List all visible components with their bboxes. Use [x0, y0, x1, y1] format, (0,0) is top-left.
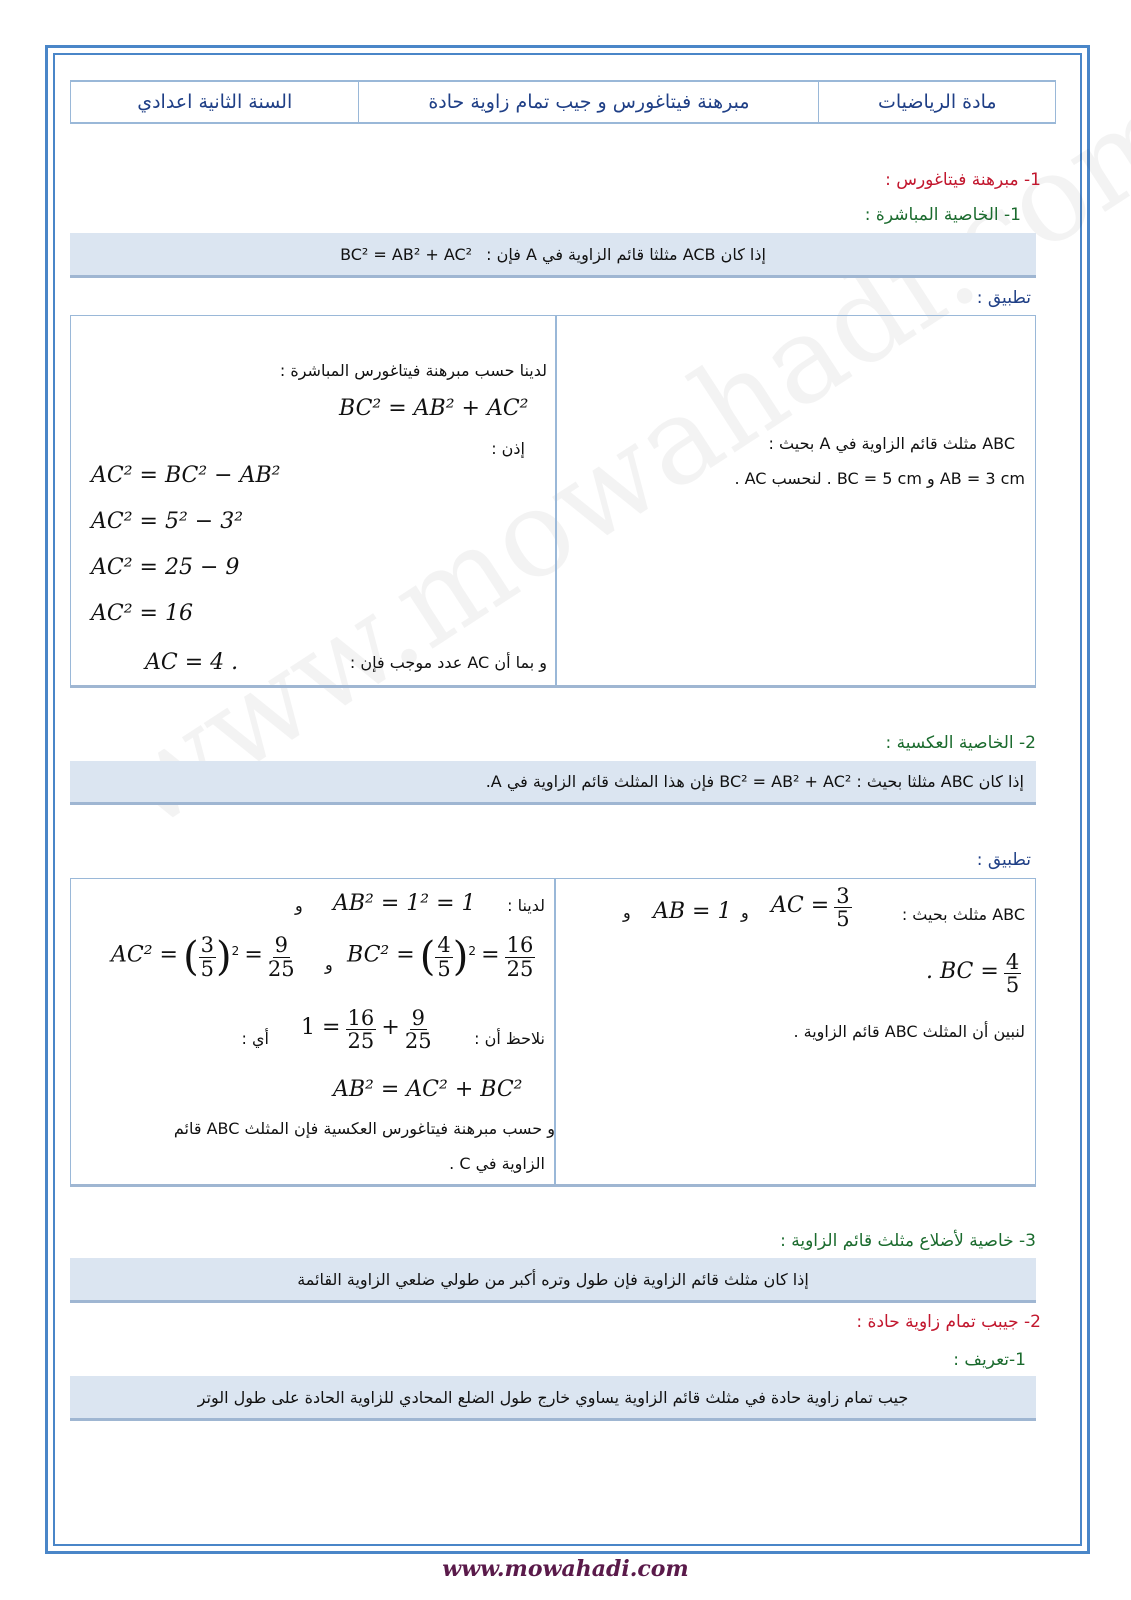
app2-conclusion2: الزاوية في C .: [449, 1154, 545, 1173]
app2-and: و: [295, 896, 303, 915]
app2-note: نلاحظ أن :: [474, 1029, 545, 1048]
definition-text: جيب تمام زاوية حادة في مثلث قائم الزاوية يساوي خارج طول الضلع المحادي للزاوية الحادة على طول الوتر: [197, 1387, 909, 1407]
fraction: $\frac{4}{5}$: [1005, 950, 1020, 998]
app2-ac-eq: AC² = ( $\frac{3}{5}$ )$^2$ = $\frac{9}{25}$: [111, 933, 295, 981]
table-divider: [555, 316, 557, 685]
app1-eq1: BC² = AB² + AC²: [339, 396, 529, 421]
app1-eq5: AC² = 16: [91, 601, 193, 626]
converse-property-text: إذا كان ABC مثلثا بحيث : BC² = AB² + AC² فإن هذا المثلث قائم الزاوية في A.: [485, 772, 1024, 791]
app1-question-line1: ABC مثلث قائم الزاوية في A بحيث :: [768, 434, 1015, 453]
app1-eq4: AC² = 25 − 9: [91, 555, 240, 580]
direct-property-title: 1- الخاصية المباشرة :: [864, 205, 1021, 225]
hypotenuse-property-box: [70, 1258, 1036, 1303]
app1-answer-intro: لدينا حسب مبرهنة فيتاغورس المباشرة :: [279, 361, 547, 380]
app2-question-bc: . BC = $\frac{4}{5}$: [926, 950, 1020, 998]
app2-bc-eq: BC² = ( $\frac{4}{5}$ )$^2$ = $\frac{16}{25}$: [347, 933, 534, 981]
app2-question-given: ABC مثلث بحيث :: [901, 905, 1025, 924]
converse-property-box: [70, 761, 1036, 805]
app1-question-line2: AB = 3 cm و BC = 5 cm . لنحسب AC .: [734, 469, 1025, 488]
app2-have: لدينا :: [507, 896, 545, 915]
app2-pythag-eq: AB² = AC² + BC²: [333, 1077, 523, 1102]
converse-property-title: 2- الخاصية العكسية :: [885, 733, 1036, 753]
app2-and2: و: [325, 955, 333, 974]
app2-goal: لنبين أن المثلث ABC قائم الزاوية .: [793, 1022, 1025, 1041]
app1-eq3: AC² = 5² − 3²: [91, 509, 244, 534]
hypotenuse-property-title: 3- خاصية لأضلاع مثلث قائم الزاوية :: [780, 1231, 1036, 1251]
fraction: $\frac{4}{5}$: [437, 933, 451, 981]
application2-table: [70, 878, 1036, 1187]
fraction: $\frac{3}{5}$: [200, 933, 215, 981]
section2-title: 2- جيبب تمام زاوية حادة :: [856, 1312, 1041, 1332]
hypotenuse-property-text: إذا كان مثلث قائم الزاوية فإن طول وتره أكبر من طولي ضلعي الزاوية القائمة: [297, 1269, 809, 1289]
definition-title: 1-تعريف :: [953, 1350, 1026, 1370]
application1-table: [70, 315, 1036, 688]
table-divider: [554, 879, 556, 1184]
app2-question-and: و: [741, 903, 749, 922]
app2-sum: 1 = $\frac{16}{25}$ + $\frac{9}{25}$: [301, 1006, 432, 1054]
footer-website: www.mowahadi.com: [442, 1556, 689, 1582]
app1-eq2: AC² = BC² − AB²: [91, 463, 281, 488]
app1-conclusion-math: AC = 4 .: [145, 650, 239, 675]
section1-title: 1- مبرهنة فيتاغورس :: [885, 170, 1041, 190]
fraction: $\frac{3}{5}$: [836, 884, 850, 932]
fraction: $\frac{16}{25}$: [347, 1006, 375, 1054]
definition-box: [70, 1376, 1036, 1421]
app2-ab-eq: AB² = 1² = 1: [333, 891, 476, 916]
app2-question-ac: AC = $\frac{3}{5}$: [771, 884, 850, 932]
app2-conclusion1: و حسب مبرهنة فيتاغورس العكسية فإن المثلث ABC قائم: [173, 1119, 555, 1138]
application1-label: تطبيق :: [976, 288, 1031, 308]
fraction: $\frac{9}{25}$: [404, 1006, 432, 1054]
fraction: $\frac{9}{25}$: [267, 933, 295, 981]
subject-cell: مادة الرياضيات: [818, 82, 1055, 122]
app1-then: إذن :: [491, 439, 525, 458]
app1-conclusion-text: و بما أن AC عدد موجب فإن :: [349, 653, 547, 672]
app2-ie: أي :: [241, 1029, 269, 1048]
app2-question-and2: و: [623, 903, 631, 922]
direct-property-formula: BC² = AB² + AC²: [340, 244, 473, 264]
direct-property-text: إذا كان ACB مثلثا قائم الزاوية في A فإن :: [486, 244, 766, 264]
level-cell: السنة الثانية اعدادي: [137, 91, 293, 113]
fraction: $\frac{16}{25}$: [506, 933, 534, 981]
application2-label: تطبيق :: [976, 850, 1031, 870]
header-table: [70, 80, 1056, 124]
app2-question-ab: AB = 1: [653, 899, 732, 924]
lesson-title-cell: مبرهنة فيتاغورس و جيب تمام زاوية حادة: [358, 82, 818, 122]
direct-property-box: [70, 233, 1036, 278]
